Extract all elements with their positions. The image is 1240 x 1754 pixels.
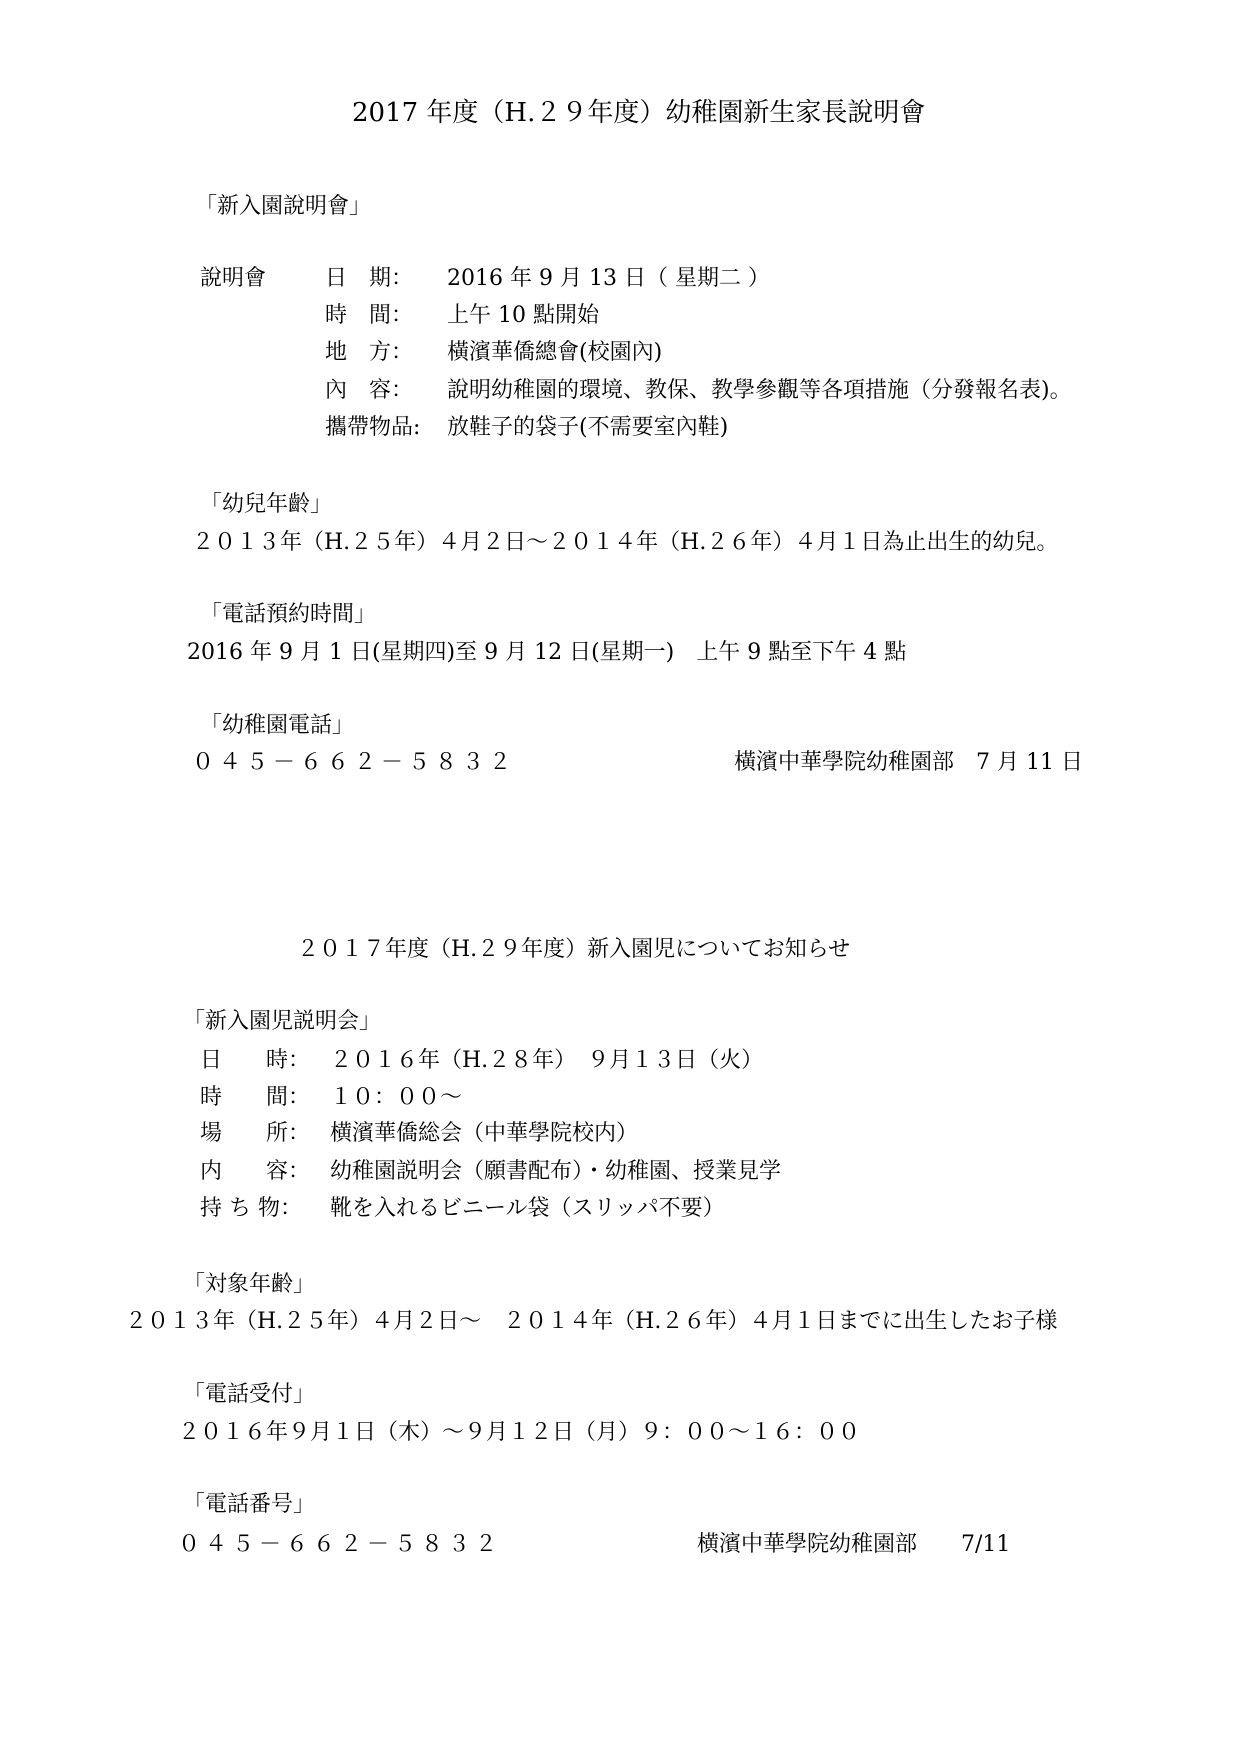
japanese-time-value: １０：００～ xyxy=(330,1085,463,1110)
japanese-datetime-label: 日 時： xyxy=(200,1048,311,1073)
japanese-section-heading: 「新入園児説明会」 xyxy=(183,1009,382,1034)
chinese-signature: 橫濱中華學院幼稚園部 7 月 11 日 xyxy=(734,750,1083,775)
chinese-phone-time-text: 2016 年 9 月 1 日(星期四)至 9 月 12 日(星期一) 上午 9 點至下午 4 點 xyxy=(187,640,907,665)
chinese-age-text: ２０１３年（H.２５年）４月２日～２０１４年（H.２６年）４月１日為止出生的幼兒。 xyxy=(192,530,1059,555)
chinese-content-label: 內 容： xyxy=(325,378,414,403)
japanese-signature: 横濱中華學院幼稚園部 7/11 xyxy=(697,1532,1011,1557)
japanese-items-value: 靴を入れるビニール袋（スリッパ不要） xyxy=(330,1196,725,1221)
chinese-items-value: 放鞋子的袋子(不需要室內鞋) xyxy=(447,415,729,440)
chinese-section-heading: 「新入園說明會」 xyxy=(195,194,372,219)
japanese-time-label: 時 間： xyxy=(200,1085,311,1110)
chinese-date-value: 2016 年 9 月 13 日（ 星期二 ） xyxy=(447,266,770,291)
chinese-session-label: 說明會 xyxy=(200,266,267,291)
chinese-time-label: 時 間： xyxy=(325,303,414,328)
japanese-age-text: ２０１３年（H.２５年）４月２日～ ２０１４年（H.２６年）４月１日までに出生したお子様 xyxy=(125,1309,1058,1334)
japanese-phone-heading: 「電話番号」 xyxy=(183,1492,316,1517)
japanese-phone-time-text: ２０１６年９月１日（木）～９月１２日（月）９：００～１６：００ xyxy=(178,1420,861,1445)
japanese-title: ２０１７年度（H.２９年度）新入園児についてお知らせ xyxy=(297,937,851,962)
japanese-phone-time-heading: 「電話受付」 xyxy=(183,1382,316,1407)
chinese-title: 2017 年度（H.２９年度）幼稚園新生家長說明會 xyxy=(352,98,926,128)
japanese-place-value: 横濱華僑総会（中華學院校内） xyxy=(330,1121,639,1146)
japanese-place-label: 場 所： xyxy=(200,1121,311,1146)
japanese-phone-number: ０４５－６６２－５８３２ xyxy=(178,1532,503,1557)
chinese-age-heading: 「幼兒年齡」 xyxy=(200,492,333,517)
japanese-content-label: 内 容： xyxy=(200,1159,311,1184)
japanese-items-label: 持 ち 物： xyxy=(200,1196,302,1221)
chinese-content-value: 說明幼稚園的環境、教保、教學參觀等各項措施（分發報名表)。 xyxy=(447,378,1072,403)
chinese-place-value: 橫濱華僑總會(校園內) xyxy=(447,340,663,365)
japanese-datetime-value: ２０１６年（H.２８年） ９月１３日（火） xyxy=(330,1048,764,1073)
chinese-phone-number: ０４５－６６２－５８３２ xyxy=(192,750,517,775)
japanese-content-value: 幼稚園説明会（願書配布）・幼稚園、授業見学 xyxy=(330,1159,782,1184)
japanese-age-heading: 「対象年齢」 xyxy=(183,1272,316,1297)
chinese-phone-time-heading: 「電話預約時間」 xyxy=(200,602,377,627)
chinese-phone-heading: 「幼稚園電話」 xyxy=(200,713,355,738)
chinese-time-value: 上午 10 點開始 xyxy=(447,303,599,328)
chinese-date-label: 日 期： xyxy=(325,266,414,291)
chinese-place-label: 地 方： xyxy=(325,340,414,365)
chinese-items-label: 攜帶物品: xyxy=(325,415,421,440)
